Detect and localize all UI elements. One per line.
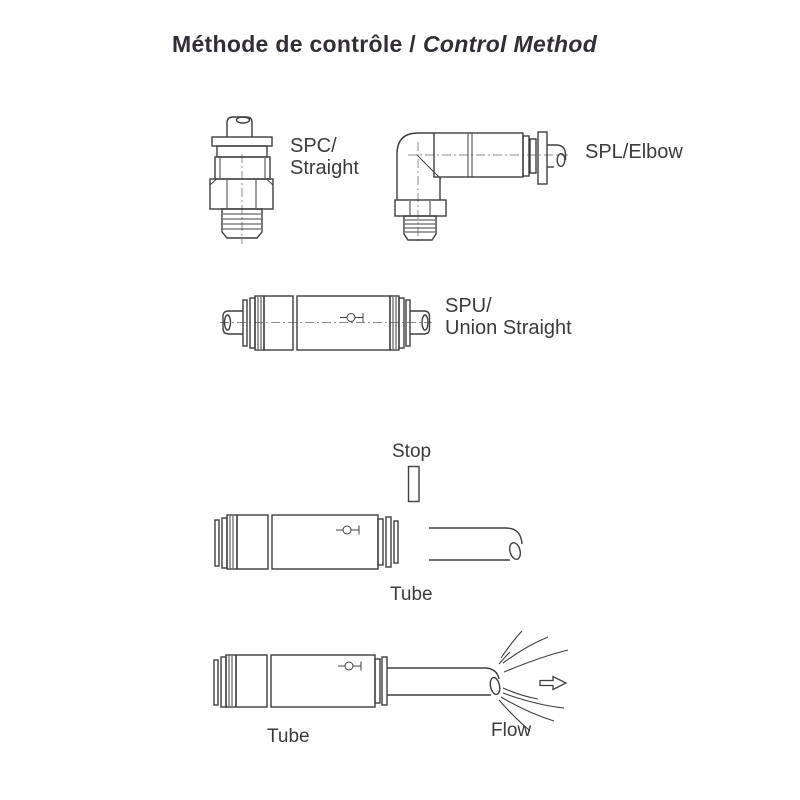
label-spc-straight: [290, 136, 359, 179]
label-spc-line1: SPC/: [290, 135, 337, 157]
label-tube-assembled: Tube: [267, 726, 310, 747]
page-title: [172, 31, 597, 58]
label-spu-line1: SPU/: [445, 295, 492, 317]
spu-union-straight-fitting-drawing: [220, 290, 432, 356]
label-flow: Flow: [491, 720, 532, 741]
flow-restrictor-icon: [338, 662, 361, 671]
flow-direction-arrow-icon: [540, 677, 566, 690]
flow-restrictor-icon: [340, 313, 363, 322]
label-tube-disassembled: Tube: [390, 584, 433, 605]
spc-straight-fitting-drawing: [203, 106, 287, 246]
page-title-french: Méthode de contrôle /: [172, 31, 416, 57]
tube-drawing: [426, 518, 528, 566]
stop-plug-drawing: [405, 464, 423, 504]
label-spl-elbow: SPL/Elbow: [585, 141, 683, 163]
label-stop: Stop: [392, 441, 432, 462]
label-spu-line2: Union Straight: [445, 316, 572, 339]
page-title-english: Control Method: [422, 31, 598, 57]
label-spu-union-straight: [445, 296, 572, 339]
spl-elbow-fitting-drawing: [394, 116, 576, 246]
flow-restrictor-icon: [336, 526, 359, 535]
union-fitting-body-drawing: [212, 510, 404, 574]
label-spc-line2: Straight: [290, 156, 359, 179]
